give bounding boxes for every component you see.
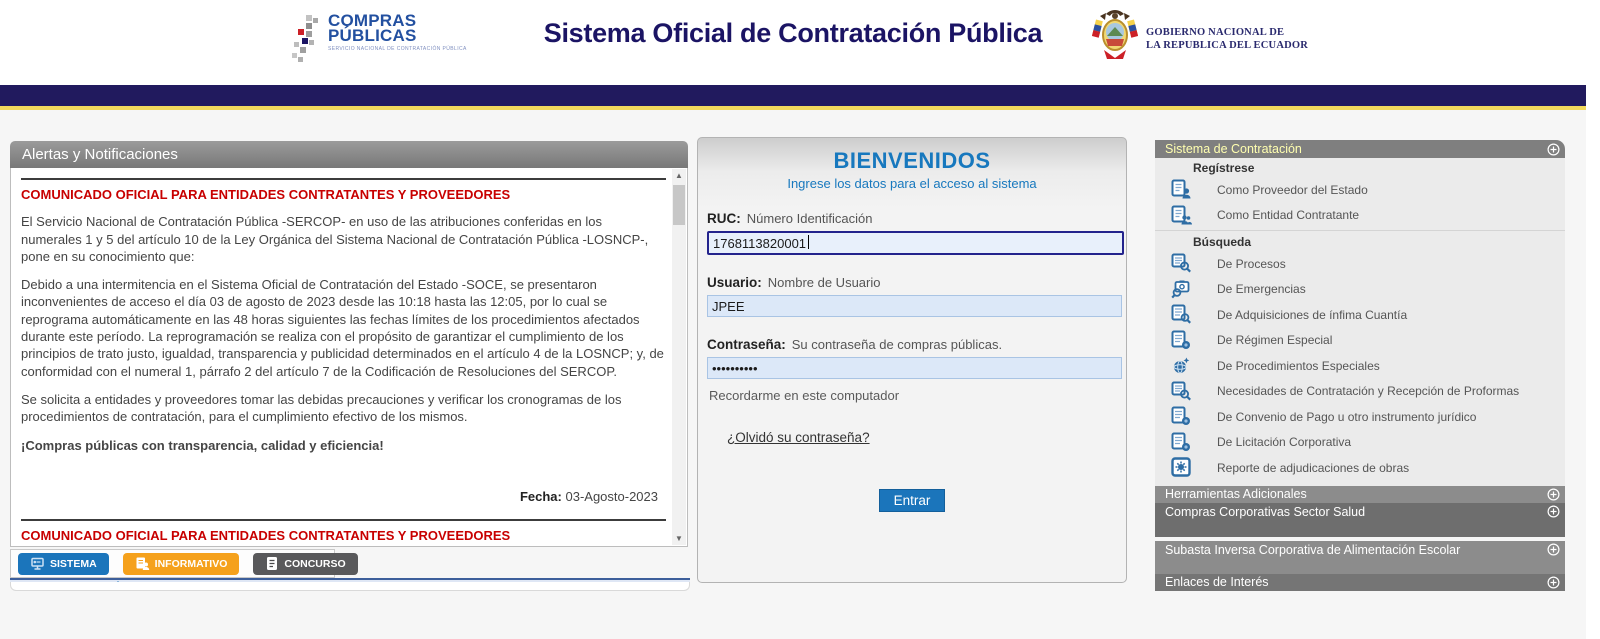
- concurso-icon: [265, 556, 279, 571]
- ruc-label-row: [707, 211, 1117, 226]
- sidebar-item-label: De Adquisiciones de ínfima Cuantía: [1217, 307, 1408, 322]
- login-panel: [697, 137, 1127, 583]
- contrasena-label: Contraseña:: [707, 337, 786, 352]
- sidebar-item-label: De Procesos: [1217, 256, 1286, 271]
- sistema-icon: [30, 556, 45, 571]
- gov-text-line1: GOBIERNO NACIONAL DE: [1146, 27, 1285, 38]
- expand-plus-icon[interactable]: [1547, 143, 1560, 156]
- tab-informativo[interactable]: [123, 553, 240, 575]
- sidebar-header-sistema-contratacion[interactable]: [1155, 140, 1565, 158]
- sidebar-item-de-emergencias[interactable]: [1155, 277, 1565, 303]
- sidebar-item-como-entidad[interactable]: [1155, 203, 1565, 229]
- sidebar-bar-label: Subasta Inversa Corporativa de Alimentación Escolar: [1165, 543, 1461, 557]
- forgot-password-link[interactable]: ¿Olvidó su contraseña?: [727, 430, 870, 445]
- logo-text-line1: COMPRAS: [328, 11, 417, 30]
- scroll-down-icon[interactable]: ▼: [675, 534, 683, 543]
- sidebar-section-busqueda: Búsqueda: [1155, 230, 1565, 251]
- ruc-hint: Número Identificación: [746, 211, 873, 226]
- contrasena-label-row: [707, 337, 1117, 352]
- search-emergencies-icon: [1171, 279, 1192, 300]
- search-convenio-pago-icon: [1171, 406, 1192, 427]
- register-entity-icon: [1171, 205, 1192, 226]
- sidebar-bar-label: Compras Corporativas Sector Salud: [1165, 505, 1366, 519]
- expand-plus-icon[interactable]: [1547, 576, 1560, 589]
- scroll-up-icon[interactable]: ▲: [675, 171, 683, 180]
- sidebar-item-convenio-pago[interactable]: [1155, 404, 1565, 430]
- notice-paragraph: Debido a una intermitencia en el Sistema Oficial de Contratación del Estado -SOCE, se presentaron inconvenientes de acceso el día 03 de agosto de 2023 desde las 10:18 hasta las 12:05, por lo cual se reprograma automáticamente en las 48 horas siguientes las fechas límites de los procedimientos afectados durante este período. La reprogramación se realiza con el propósito de garantizar el cumplimiento de los principios de trato justo, igualdad, transparencia y publicidad determinados en el artículo 4 de la LOSNCP; y, de conformidad con el numeral 1, párrafo 2 del artículo 7 de la Codificación de Resoluciones del SERCOP.: [21, 277, 664, 379]
- sidebar-bar-subasta-alimentacion-escolar[interactable]: [1155, 541, 1565, 574]
- login-subtitle: Ingrese los datos para el acceso al sistema: [787, 176, 1037, 191]
- alerts-panel: [10, 141, 688, 547]
- sidebar: [1155, 140, 1565, 591]
- logo-text-line2: PÚBLICAS: [328, 26, 417, 45]
- ruc-input[interactable]: [707, 231, 1124, 255]
- tab-concurso-label: CONCURSO: [284, 557, 346, 570]
- sidebar-item-necesidades-proformas[interactable]: [1155, 379, 1565, 405]
- notice-date: [21, 488, 666, 505]
- sidebar-item-como-proveedor[interactable]: [1155, 177, 1565, 203]
- alerts-panel-footer: [10, 582, 690, 591]
- search-necesidades-icon: [1171, 381, 1192, 402]
- alerts-panel-body: [10, 168, 688, 547]
- search-procedimientos-especiales-icon: [1171, 355, 1192, 376]
- sidebar-item-de-procesos[interactable]: [1155, 251, 1565, 277]
- remember-me-label[interactable]: Recordarme en este computador: [709, 388, 900, 403]
- sidebar-item-label: De Procedimientos Especiales: [1217, 358, 1380, 373]
- sidebar-item-label: Como Proveedor del Estado: [1217, 182, 1368, 197]
- notice-date-value: 03-Agosto-2023: [565, 488, 658, 504]
- sidebar-item-procedimientos-especiales[interactable]: [1155, 353, 1565, 379]
- scrollbar-thumb[interactable]: [673, 185, 685, 225]
- search-regimen-especial-icon: [1171, 330, 1192, 351]
- expand-plus-icon[interactable]: [1547, 543, 1560, 556]
- alerts-panel-title: Alertas y Notificaciones: [10, 141, 688, 168]
- sidebar-item-label: Como Entidad Contratante: [1217, 208, 1360, 223]
- sidebar-bar-label: Enlaces de Interés: [1165, 575, 1269, 589]
- notice-paragraph: El Servicio Nacional de Contratación Pública -SERCOP- en uso de las atribuciones conferidas en los numerales 1 y 5 del artículo 10 de la Ley Orgánica del Sistema Nacional de Contratación Pública -LOSNCP-, pone en su conocimiento que:: [21, 214, 649, 264]
- sidebar-item-label: Reporte de adjudicaciones de obras: [1217, 460, 1410, 475]
- sidebar-bar-compras-corporativas-salud[interactable]: [1155, 503, 1565, 537]
- login-title: BIENVENIDOS: [833, 148, 991, 173]
- sidebar-section-registrese: Regístrese: [1193, 161, 1255, 175]
- sidebar-item-label: De Convenio de Pago u otro instrumento jurídico: [1217, 409, 1477, 424]
- text-caret: [808, 235, 809, 249]
- notice-heading: COMUNICADO OFICIAL PARA ENTIDADES CONTRATANTES Y PROVEEDORES: [21, 187, 511, 202]
- sidebar-item-label: De Régimen Especial: [1217, 333, 1333, 348]
- sidebar-body: [1155, 158, 1565, 486]
- alerts-content: [21, 174, 666, 547]
- window-scrollbar[interactable]: [1586, 0, 1600, 639]
- sidebar-bar-enlaces-de-interes[interactable]: [1155, 574, 1565, 591]
- usuario-label-row: [707, 275, 1117, 290]
- notice-divider: [21, 519, 666, 521]
- gobierno-logo[interactable]: [1092, 8, 1352, 68]
- search-processes-icon: [1171, 253, 1192, 274]
- gov-text-line2: LA REPUBLICA DEL ECUADOR: [1146, 40, 1309, 51]
- notice-date-label: Fecha:: [519, 488, 562, 504]
- search-infima-cuantia-icon: [1171, 304, 1192, 325]
- contrasena-hint: Su contraseña de compras públicas.: [791, 337, 1003, 352]
- tab-sistema-label: SISTEMA: [50, 557, 97, 570]
- ruc-label: RUC:: [707, 211, 741, 226]
- sidebar-bar-label: Herramientas Adicionales: [1165, 487, 1307, 501]
- sidebar-title: Sistema de Contratación: [1165, 142, 1302, 156]
- alerts-tabstrip: [10, 549, 346, 578]
- tab-sistema[interactable]: [18, 553, 109, 575]
- sidebar-item-label: De Licitación Corporativa: [1217, 435, 1352, 450]
- contrasena-input[interactable]: [707, 357, 1122, 379]
- alerts-scrollbar[interactable]: [672, 169, 686, 545]
- usuario-hint: Nombre de Usuario: [767, 275, 881, 290]
- notice-emphasis: ¡Compras públicas con transparencia, calidad y eficiencia!: [21, 437, 384, 453]
- sidebar-item-licitacion-corporativa[interactable]: [1155, 430, 1565, 456]
- sidebar-item-regimen-especial[interactable]: [1155, 328, 1565, 354]
- header: [0, 0, 1586, 85]
- sidebar-item-infima-cuantia[interactable]: [1155, 302, 1565, 328]
- report-adjudicaciones-icon: [1171, 457, 1192, 478]
- expand-plus-icon[interactable]: [1547, 505, 1560, 518]
- sidebar-item-reporte-adjudicaciones[interactable]: [1155, 455, 1565, 481]
- search-licitacion-corporativa-icon: [1171, 432, 1192, 453]
- notice-divider: [21, 178, 666, 180]
- usuario-input[interactable]: [707, 295, 1122, 317]
- expand-plus-icon[interactable]: [1547, 488, 1560, 501]
- sidebar-item-label: Necesidades de Contratación y Recepción de Proformas: [1217, 384, 1520, 399]
- sidebar-bar-herramientas-adicionales[interactable]: [1155, 486, 1565, 503]
- navy-bar: [0, 85, 1586, 106]
- tab-concurso[interactable]: [253, 553, 357, 575]
- page-title: Sistema Oficial de Contratación Pública: [543, 18, 1043, 48]
- usuario-label: Usuario:: [707, 275, 762, 290]
- ecuador-crest-icon: [1092, 8, 1138, 64]
- sidebar-item-label: De Emergencias: [1217, 282, 1306, 297]
- notice-paragraph: Se solicita a entidades y proveedores tomar las debidas precauciones y verificar los cronogramas de los procedimientos de contratación, para el cumplimiento efectivo de los mismos.: [21, 391, 622, 425]
- entrar-button[interactable]: Entrar: [879, 489, 946, 512]
- informativo-icon: [135, 556, 150, 571]
- register-provider-icon: [1171, 179, 1192, 200]
- logo-tagline: SERVICIO NACIONAL DE CONTRATACIÓN PÚBLICA: [328, 46, 467, 52]
- notice-heading: COMUNICADO OFICIAL PARA ENTIDADES CONTRATANTES Y PROVEEDORES: [21, 528, 511, 544]
- tab-informativo-label: INFORMATIVO: [154, 557, 228, 570]
